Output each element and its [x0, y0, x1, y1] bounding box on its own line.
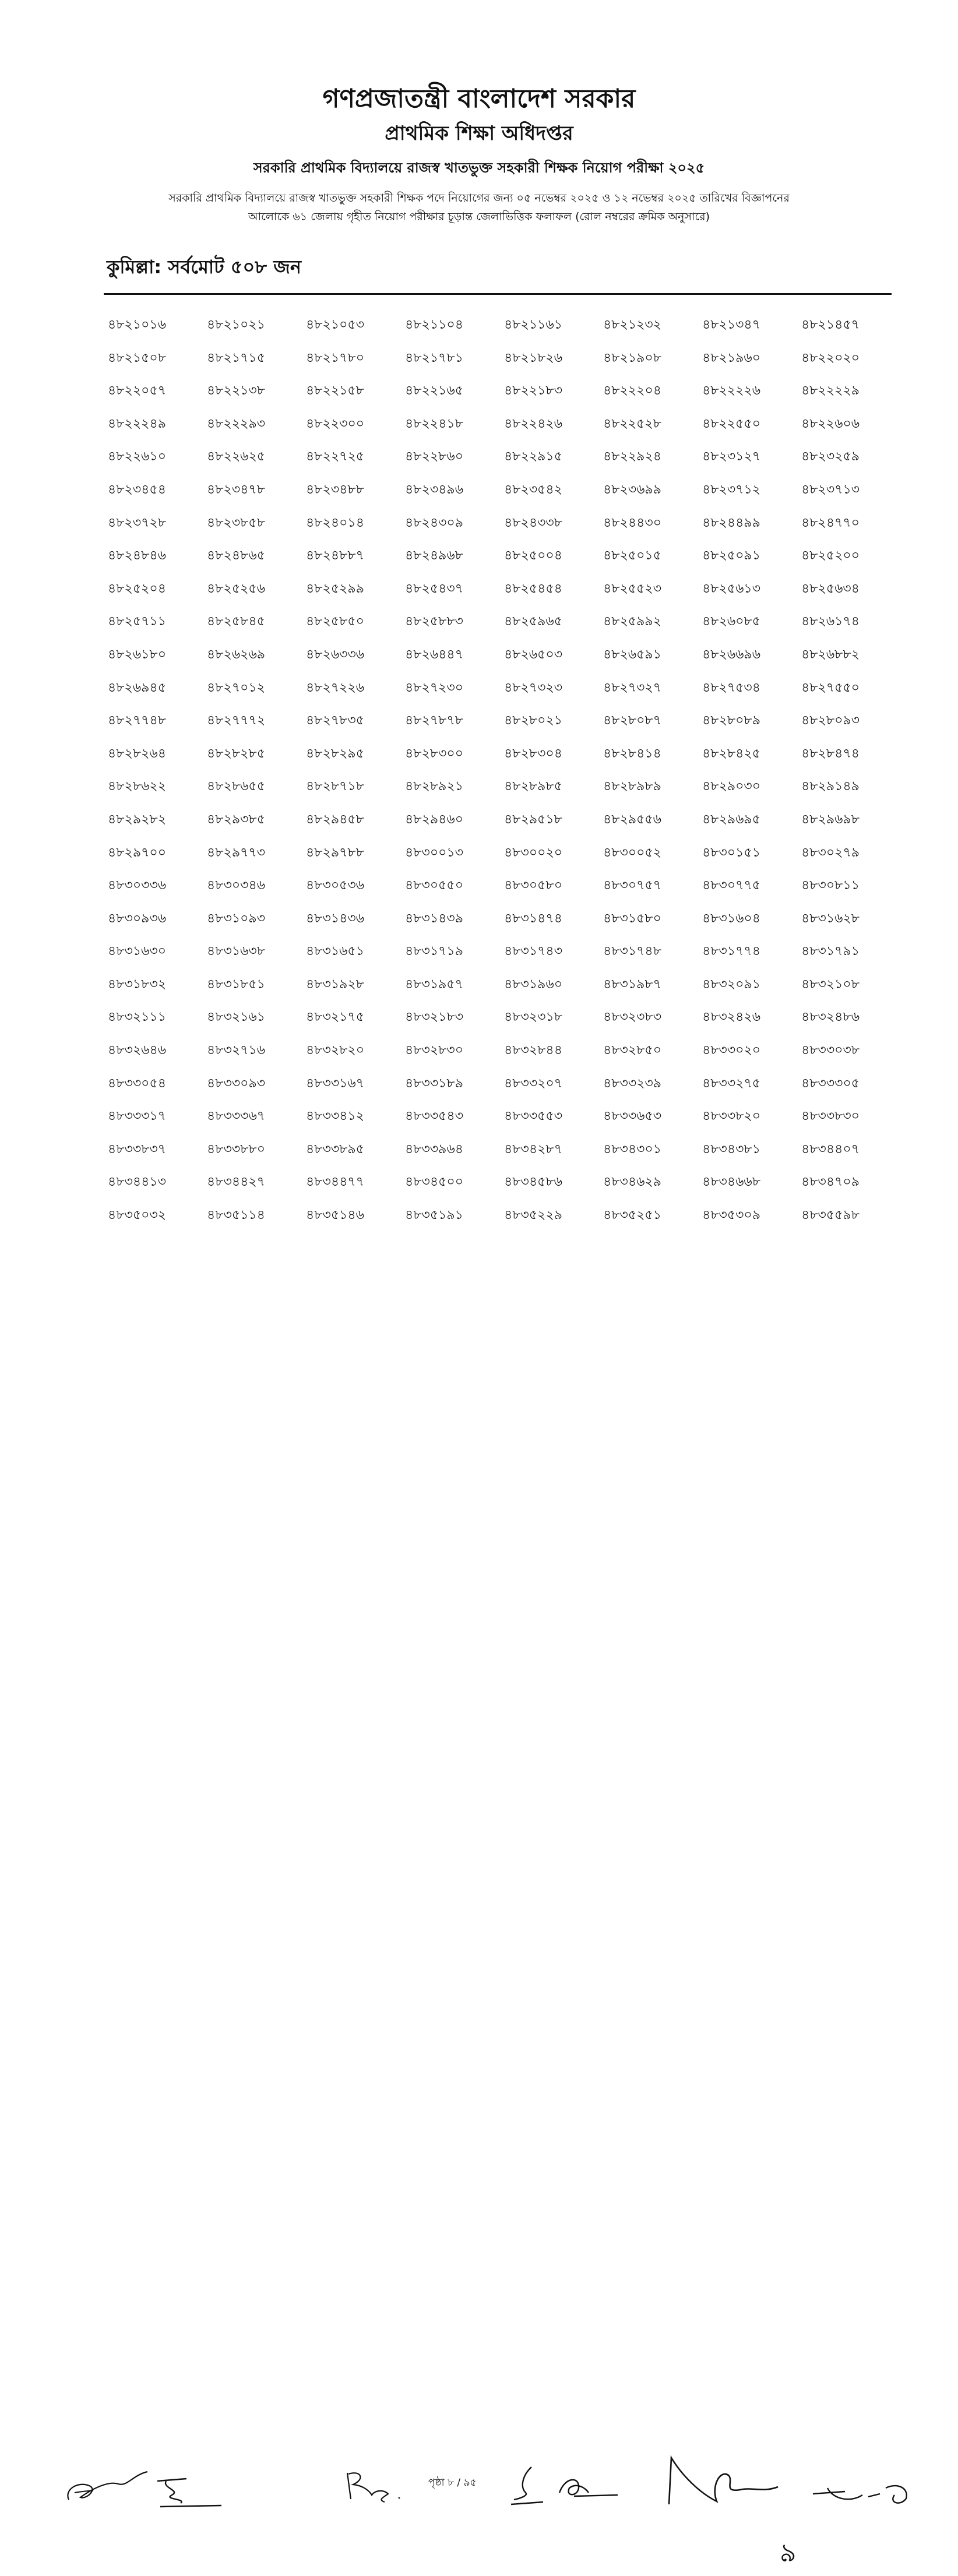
roll-number-cell: ৪৮৩৩০৫৪	[108, 1076, 167, 1091]
roll-number-cell: ৪৮৩২৬৪৬	[108, 1043, 167, 1058]
roll-number-cell: ৪৮৩১৯৬০	[504, 977, 563, 992]
roll-number-cell: ৪৮২৫৬১৩	[702, 581, 761, 596]
result-notice	[0, 189, 958, 226]
roll-number-cell: ৪৮২৯২৮২	[108, 812, 167, 827]
roll-number-cell: ৪৮২৪০১৪	[306, 515, 364, 530]
roll-number-cell: ৪৮২২২৯৩	[207, 416, 266, 431]
roll-number-cell: ৪৮২১১০৪	[405, 318, 463, 332]
roll-number-cell: ৪৮২৫৯৯২	[603, 614, 661, 629]
roll-number-cell: ৪৮২১৯০৮	[603, 350, 661, 365]
roll-number-cell: ৪৮৩৩৯৬৪	[405, 1141, 464, 1157]
roll-number-cell: ৪৮২১৭১৫	[207, 350, 265, 365]
roll-number-cell: ৪৮৩৩৮৩০	[801, 1109, 860, 1124]
roll-number-cell: ৪৮২২৬২৫	[207, 449, 266, 464]
roll-number-cell: ৪৮৩৪৩৮১	[702, 1141, 760, 1157]
roll-number-cell: ৪৮৩১৬৩০	[108, 944, 167, 959]
roll-number-cell: ৪৮২৫৭১১	[108, 614, 166, 629]
roll-number-cell: ৪৮৩১৭১৯	[405, 944, 463, 959]
margin-annotation: ৯	[780, 2538, 797, 2568]
signature-3	[343, 2467, 407, 2508]
page-number: পৃষ্ঠা ৮ / ৯৫	[428, 2477, 477, 2489]
roll-number-cell: ৪৮৩১৭৭৪	[702, 944, 761, 959]
roll-number-cell: ৪৮২৫০৯১	[702, 548, 760, 563]
roll-number-cell: ৪৮৩০০৫২	[603, 845, 662, 860]
roll-number-cell: ৪৮৩২৮২০	[306, 1043, 365, 1058]
roll-number-cell: ৪৮২২৩০০	[306, 416, 365, 431]
roll-number-cell: ৪৮২৩৪৯৬	[405, 482, 464, 497]
roll-number-cell: ৪৮২৯৭৭৩	[207, 845, 266, 860]
roll-number-cell: ৪৮৩২৩৮৩	[603, 1010, 662, 1025]
roll-number-cell: ৪৮৩১৬২৮	[801, 911, 860, 926]
roll-number-cell: ৪৮২৯১৪৯	[801, 779, 860, 794]
roll-number-cell: ৪৮৩৩১৮৯	[405, 1076, 463, 1091]
roll-number-cell: ৪৮৩২১৭৫	[306, 1010, 365, 1025]
roll-number-cell: ৪৮২৭৮৩৫	[306, 713, 365, 728]
roll-number-cell: ৪৮২২২২৯	[801, 383, 860, 399]
roll-number-cell: ৪৮২৫৬৩৪	[801, 581, 860, 596]
roll-number-cell: ৪৮৩৫০৩২	[108, 1208, 167, 1223]
roll-number-cell: ৪৮৩০২৭৯	[801, 845, 860, 860]
roll-number-cell: ৪৮২২৫২৮	[603, 416, 662, 431]
roll-number-cell: ৪৮৩১৭৪৮	[603, 944, 661, 959]
roll-number-cell: ৪৮২১৮২৬	[504, 350, 563, 365]
roll-number-cell: ৪৮৩৩৫৫৩	[504, 1109, 563, 1124]
roll-number-cell: ৪৮৩১০৯৩	[207, 911, 266, 926]
roll-number-cell: ৪৮২৯৫৫৬	[603, 812, 661, 827]
roll-number-cell: ৪৮২৭৩২৩	[504, 680, 563, 695]
roll-number-cell: ৪৮৩৪৪০৭	[801, 1141, 860, 1157]
roll-number-cell: ৪৮২৩৪৭৮	[207, 482, 266, 497]
signature-6	[664, 2452, 781, 2510]
roll-number-cell: ৪৮২৩৮৫৮	[207, 515, 265, 530]
roll-number-cell: ৪৮২২২০৪	[603, 383, 662, 399]
roll-number-cell: ৪৮২৩৬৯৯	[603, 482, 662, 497]
roll-number-cell: ৪৮২৭৮৭৮	[405, 713, 464, 728]
roll-number-cell: ৪৮৩২০৯১	[702, 977, 761, 992]
roll-number-cell: ৪৮২৫৫২৩	[603, 581, 662, 596]
roll-number-cell: ৪৮২২৫৫০	[702, 416, 761, 431]
roll-number-cell: ৪৮৩১৯২৮	[306, 977, 364, 992]
roll-number-cell: ৪৮২১২৩২	[603, 318, 662, 332]
roll-number-cell: ৪৮৩১৬৩৮	[207, 944, 266, 959]
directorate-title: প্রাথমিক শিক্ষা অধিদপ্তর	[385, 122, 573, 145]
roll-number-cell: ৪৮২৮৪১৪	[603, 746, 661, 761]
roll-number-cell: ৪৮২৩৭১৩	[801, 482, 860, 497]
roll-number-grid	[108, 316, 900, 1239]
roll-number-cell: ৪৮৩৫২৫১	[603, 1208, 661, 1223]
roll-number-cell: ৪৮৩৩০৯৩	[207, 1076, 266, 1091]
roll-number-cell: ৪৮২৯০৩০	[702, 779, 761, 794]
roll-number-cell: ৪৮২২৪২৬	[504, 416, 563, 431]
roll-number-cell: ৪৮২৫০১৫	[603, 548, 661, 563]
page-header	[0, 82, 958, 226]
roll-number-cell: ৪৮২৮৯২১	[405, 779, 463, 794]
roll-number-cell: ৪৮৩১৮৫১	[207, 977, 265, 992]
roll-number-cell: ৪৮২৫৮৪৫	[207, 614, 265, 629]
roll-number-cell: ৪৮২৭৭৭২	[207, 713, 266, 728]
heading-divider	[104, 293, 892, 295]
roll-number-cell: ৪৮২১৭৮০	[306, 350, 365, 365]
roll-number-cell: ৪৮২৫৪৩৭	[405, 581, 464, 596]
exam-title: সরকারি প্রাথমিক বিদ্যালয়ে রাজস্ব খাতভুক্ত সহকারী শিক্ষক নিয়োগ পরীক্ষা ২০২৫	[253, 160, 705, 176]
roll-number-cell: ৪৮৩১৪৭৪	[504, 911, 562, 926]
roll-number-cell: ৪৮৩০৫৮০	[504, 878, 563, 893]
roll-number-cell: ৪৮৩৩৪১২	[306, 1109, 365, 1124]
government-title: গণপ্রজাতন্ত্রী বাংলাদেশ সরকার	[322, 84, 636, 114]
roll-number-cell: ৪৮২৮৬২২	[108, 779, 167, 794]
district-heading: কুমিল্লা: সর্বমোট ৫০৮ জন	[107, 256, 301, 278]
roll-number-cell: ৪৮২৩২৫৯	[801, 449, 860, 464]
roll-number-cell: ৪৮২৯৬৯৮	[801, 812, 860, 827]
roll-number-cell: ৪৮২৮৯৮৯	[603, 779, 661, 794]
roll-number-cell: ৪৮২৮৭১৮	[306, 779, 364, 794]
roll-number-cell: ৪৮২৯৪৫৮	[306, 812, 364, 827]
roll-number-cell: ৪৮২৬৫০৩	[504, 647, 563, 662]
roll-number-cell: ৪৮২১০২১	[207, 318, 266, 332]
roll-number-cell: ৪৮২৮৩০৪	[504, 746, 563, 761]
roll-number-cell: ৪৮২৪৩৩৮	[504, 515, 563, 530]
roll-number-cell: ৪৮২৮০৯৩	[801, 713, 860, 728]
roll-number-cell: ৪৮৩১৯৮৭	[603, 977, 661, 992]
roll-number-cell: ৪৮২৭০১২	[207, 680, 266, 695]
roll-number-cell: ৪৮২৮৩০০	[405, 746, 464, 761]
roll-number-cell: ৪৮৩২১৬১	[207, 1010, 266, 1025]
roll-number-cell: ৪৮২২৭২৫	[306, 449, 365, 464]
roll-number-cell: ৪৮২১১৬১	[504, 318, 562, 332]
roll-number-cell: ৪৮২৬৯৪৫	[108, 680, 166, 695]
roll-number-cell: ৪৮৩০৭৭৫	[702, 878, 761, 893]
roll-number-cell: ৪৮২২০২০	[801, 350, 860, 365]
roll-number-cell: ৪৮৩৩০৩৮	[801, 1043, 860, 1058]
roll-number-cell: ৪৮২৬১৮০	[108, 647, 167, 662]
roll-number-cell: ৪৮২৪৩০৯	[405, 515, 464, 530]
roll-number-cell: ৪৮২৭২২৬	[306, 680, 365, 695]
roll-number-cell: ৪৮২৭৫৩৪	[702, 680, 761, 695]
roll-number-cell: ৪৮৩৩৩৬৭	[207, 1109, 266, 1124]
roll-number-cell: ৪৮২৬৫৯১	[603, 647, 661, 662]
roll-number-cell: ৪৮২৮২৯৫	[306, 746, 364, 761]
roll-number-cell: ৪৮২৭৭৪৮	[108, 713, 167, 728]
roll-number-cell: ৪৮৩৩০২০	[702, 1043, 761, 1058]
roll-number-cell: ৪৮২২৮৬০	[405, 449, 464, 464]
roll-number-cell: ৪৮২২১৩৮	[207, 383, 266, 399]
roll-number-cell: ৪৮৩৪৩০১	[603, 1141, 662, 1157]
roll-number-cell: ৪৮২৭৫৫০	[801, 680, 860, 695]
roll-number-cell: ৪৮২১০৫৩	[306, 318, 365, 332]
roll-number-cell: ৪৮২৪৪৩০	[603, 515, 662, 530]
roll-number-cell: ৪৮৩৪৭০৯	[801, 1175, 860, 1190]
roll-number-cell: ৪৮২৯৪৬০	[405, 812, 464, 827]
roll-number-cell: ৪৮৩৩২৩৯	[603, 1076, 662, 1091]
roll-number-cell: ৪৮২৩৫৪২	[504, 482, 563, 497]
roll-number-cell: ৪৮৩৩৮৩৭	[108, 1141, 167, 1157]
roll-number-cell: ৪৮২৪৪৯৯	[702, 515, 760, 530]
roll-number-cell: ৪৮২২১৫৮	[306, 383, 364, 399]
roll-number-cell: ৪৮৩০০২০	[504, 845, 563, 860]
roll-number-cell: ৪৮২২৪১৮	[405, 416, 463, 431]
roll-number-cell: ৪৮২৯৭০০	[108, 845, 167, 860]
roll-number-cell: ৪৮২৯৩৮৫	[207, 812, 265, 827]
roll-number-cell: ৪৮৩৪৪৭৭	[306, 1175, 365, 1190]
roll-number-cell: ৪৮২৮০৮৭	[603, 713, 662, 728]
signature-5	[557, 2471, 621, 2505]
roll-number-cell: ৪৮২৬৪৪৭	[405, 647, 464, 662]
signature-1	[63, 2464, 150, 2510]
notice-line-1: সরকারি প্রাথমিক বিদ্যালয়ে রাজস্ব খাতভুক্ত সহকারী শিক্ষক পদে নিয়োগের জন্য ০৫ নভেম্বর ২০২৫ ও ১২ নভেম্বর ২০২৫ তারিখের বিজ্ঞাপনের	[168, 192, 790, 205]
roll-number-cell: ৪৮৩২১৮৩	[405, 1010, 464, 1025]
roll-number-cell: ৪৮৩৫১৪৬	[306, 1208, 364, 1223]
roll-number-cell: ৪৮৩৩৮২০	[702, 1109, 761, 1124]
roll-number-cell: ৪৮২১০১৬	[108, 318, 167, 332]
roll-number-cell: ৪৮৩৩৬৫৩	[603, 1109, 662, 1124]
roll-number-cell: ৪৮৩১৬০৪	[702, 911, 761, 926]
roll-number-cell: ৪৮৩৪৬৬৮	[702, 1175, 761, 1190]
roll-number-cell: ৪৮২৮০২১	[504, 713, 563, 728]
roll-number-cell: ৪৮৩১৬৫১	[306, 944, 364, 959]
roll-number-cell: ৪৮৩২৮৪৪	[504, 1043, 562, 1058]
roll-number-cell: ৪৮২৬৬৯৬	[702, 647, 761, 662]
roll-number-cell: ৪৮২৮৯৮৫	[504, 779, 562, 794]
roll-number-cell: ৪৮৩৩৫৪৩	[405, 1109, 464, 1124]
roll-number-cell: ৪৮৩০৭৫৭	[603, 878, 662, 893]
roll-number-cell: ৪৮৩২৪৮৬	[801, 1010, 860, 1025]
roll-number-cell: ৪৮৩০৫৩৬	[306, 878, 365, 893]
roll-number-cell: ৪৮৩০০১৩	[405, 845, 464, 860]
roll-number-cell: ৪৮২৩৪৫৪	[108, 482, 166, 497]
roll-number-cell: ৪৮৩৩৩১৭	[108, 1109, 167, 1124]
roll-number-cell: ৪৮৩০৩৪৬	[207, 878, 266, 893]
roll-number-cell: ৪৮৩৫১১৪	[207, 1208, 265, 1223]
roll-number-cell: ৪৮৩৩১৬৭	[306, 1076, 365, 1091]
roll-number-cell: ৪৮২২০৫৭	[108, 383, 167, 399]
roll-number-cell: ৪৮৩২১১১	[108, 1010, 166, 1025]
roll-number-cell: ৪৮২১৭৮১	[405, 350, 463, 365]
roll-number-cell: ৪৮৩১৪৩৬	[306, 911, 365, 926]
roll-number-cell: ৪৮৩২৮৩০	[405, 1043, 464, 1058]
roll-number-cell: ৪৮৩৫২২৯	[504, 1208, 563, 1223]
roll-number-cell: ৪৮২২৯২৪	[603, 449, 662, 464]
roll-number-cell: ৪৮২২২২৬	[702, 383, 761, 399]
roll-number-cell: ৪৮২৬১৭৪	[801, 614, 860, 629]
roll-number-cell: ৪৮২৫৪৫৪	[504, 581, 562, 596]
roll-number-cell: ৪৮২৫৯৬৫	[504, 614, 562, 629]
roll-number-cell: ৪৮৩৪৫৮৬	[504, 1175, 562, 1190]
roll-number-cell: ৪৮২২৯১৫	[504, 449, 562, 464]
notice-line-2: আলোকে ৬১ জেলায় গৃহীত নিয়োগ পরীক্ষার চূড়ান্ত জেলাভিত্তিক ফলাফল (রোল নম্বরের ক্রমিক অনুসারে)	[248, 210, 710, 223]
roll-number-cell: ৪৮২৫২০০	[801, 548, 860, 563]
roll-number-cell: ৪৮২৬৮৮২	[801, 647, 860, 662]
roll-number-cell: ৪৮২৮৪২৫	[702, 746, 760, 761]
roll-number-cell: ৪৮৩২৮৫০	[603, 1043, 662, 1058]
roll-number-cell: ৪৮৩২৩১৮	[504, 1010, 563, 1025]
roll-number-cell: ৪৮৩৪৫০০	[405, 1175, 464, 1190]
roll-number-cell: ৪৮৩১৯৫৭	[405, 977, 463, 992]
roll-number-cell: ৪৮৩৩২৭৫	[702, 1076, 761, 1091]
roll-number-cell: ৪৮৩৫১৯১	[405, 1208, 463, 1223]
roll-number-cell: ৪৮৩৪৪১৩	[108, 1175, 166, 1190]
signature-4	[508, 2464, 549, 2510]
roll-number-cell: ৪৮২৮০৮৯	[702, 713, 760, 728]
roll-number-cell: ৪৮২২১৬৫	[405, 383, 464, 399]
roll-number-cell: ৪৮২১৩৪৭	[702, 318, 761, 332]
roll-number-cell: ৪৮২৭২৩০	[405, 680, 464, 695]
roll-number-cell: ৪৮৩৩২০৭	[504, 1076, 563, 1091]
roll-number-cell: ৪৮২৯৫১৮	[504, 812, 562, 827]
roll-number-cell: ৪৮২৬৩৩৬	[306, 647, 365, 662]
roll-number-cell: ৪৮৩৫৫৯৮	[801, 1208, 860, 1223]
roll-number-cell: ৪৮৩২১০৮	[801, 977, 860, 992]
roll-number-cell: ৪৮২১৪৫৭	[801, 318, 860, 332]
roll-number-cell: ৪৮২৮৬৫৫	[207, 779, 265, 794]
roll-number-cell: ৪৮৩১৭৪৩	[504, 944, 563, 959]
roll-number-cell: ৪৮৩১৭৯১	[801, 944, 860, 959]
roll-number-cell: ৪৮২৫২৫৬	[207, 581, 266, 596]
roll-number-cell: ৪৮২২৬০৬	[801, 416, 860, 431]
roll-number-cell: ৪৮২১৫০৮	[108, 350, 166, 365]
roll-number-cell: ৪৮২৩৭১২	[702, 482, 761, 497]
roll-number-cell: ৪৮২৫২৯৯	[306, 581, 364, 596]
page-footer	[0, 1224, 958, 2568]
roll-number-cell: ৪৮৩০৫৫০	[405, 878, 464, 893]
roll-number-cell: ৪৮২৯৭৮৮	[306, 845, 364, 860]
roll-number-cell: ৪৮৩২৪২৬	[702, 1010, 761, 1025]
roll-number-cell: ৪৮৩৩৮৯৫	[306, 1141, 364, 1157]
roll-number-cell: ৪৮৩১৮৩২	[108, 977, 167, 992]
roll-number-cell: ৪৮৩৩৮৮০	[207, 1141, 266, 1157]
roll-number-cell: ৪৮২৪৮৪৬	[108, 548, 166, 563]
roll-number-cell: ৪৮২১৯৬০	[702, 350, 761, 365]
roll-number-cell: ৪৮৩২৭১৬	[207, 1043, 266, 1058]
roll-number-cell: ৪৮২৪৮৬৫	[207, 548, 265, 563]
roll-number-cell: ৪৮২৮৪৭৪	[801, 746, 860, 761]
roll-number-cell: ৪৮২৩১২৭	[702, 449, 761, 464]
roll-number-cell: ৪৮২৮২৮৫	[207, 746, 265, 761]
roll-number-cell: ৪৮৩৪৪২৭	[207, 1175, 266, 1190]
signature-2	[146, 2471, 227, 2511]
roll-number-cell: ৪৮৩০৮১১	[801, 878, 860, 893]
roll-number-cell: ৪৮২৯৬৯৫	[702, 812, 760, 827]
roll-number-cell: ৪৮২৭৩২৭	[603, 680, 662, 695]
roll-number-cell: ৪৮৩১৪৩৯	[405, 911, 463, 926]
roll-number-cell: ৪৮৩৪৬২৯	[603, 1175, 662, 1190]
roll-number-cell: ৪৮২৩৪৮৮	[306, 482, 364, 497]
roll-number-cell: ৪৮২৪৯৬৮	[405, 548, 463, 563]
roll-number-cell: ৪৮২৫২০৪	[108, 581, 167, 596]
roll-number-cell: ৪৮২২৬১০	[108, 449, 167, 464]
roll-number-cell: ৪৮৩১৫৮০	[603, 911, 661, 926]
roll-number-cell: ৪৮৩৫৩০৯	[702, 1208, 761, 1223]
roll-number-cell: ৪৮২২২৪৯	[108, 416, 167, 431]
roll-number-cell: ৪৮৩৪২৮৭	[504, 1141, 563, 1157]
roll-number-cell: ৪৮৩০১৫১	[702, 845, 760, 860]
signature-7	[810, 2471, 915, 2511]
roll-number-cell: ৪৮৩৩৩০৫	[801, 1076, 860, 1091]
roll-number-cell: ৪৮২২১৮৩	[504, 383, 563, 399]
roll-number-cell: ৪৮২৫০০৪	[504, 548, 563, 563]
roll-number-cell: ৪৮২৩৭২৮	[108, 515, 167, 530]
roll-number-cell: ৪৮২৬০৮৫	[702, 614, 761, 629]
roll-number-cell: ৪৮২৪৭৭০	[801, 515, 860, 530]
roll-number-cell: ৪৮২৬২৬৯	[207, 647, 266, 662]
roll-number-cell: ৪৮২৫৮৮৩	[405, 614, 463, 629]
roll-number-cell: ৪৮২৮২৬৪	[108, 746, 167, 761]
roll-number-cell: ৪৮৩০৩৩৬	[108, 878, 167, 893]
roll-number-cell: ৪৮৩০৯৩৬	[108, 911, 167, 926]
roll-number-cell: ৪৮২৫৮৫০	[306, 614, 364, 629]
roll-number-cell: ৪৮২৪৮৮৭	[306, 548, 364, 563]
